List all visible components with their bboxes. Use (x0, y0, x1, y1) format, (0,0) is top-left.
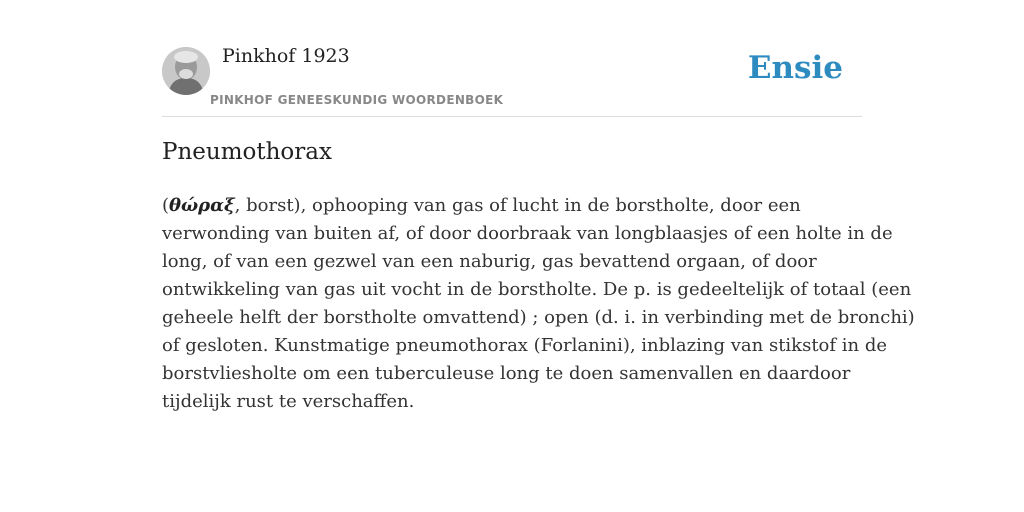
greek-term: θώραξ (169, 195, 235, 216)
definition-line: long, of van een gezwel van een naburig, gas bevattend orgaan, of door (162, 251, 817, 272)
entry-title: Pneumothorax (162, 139, 332, 165)
ensie-logo[interactable]: Ensie (747, 50, 843, 86)
definition-line: tijdelijk rust te verschaffen. (162, 391, 415, 412)
entry-definition (162, 192, 915, 416)
definition-line: borstvliesholte om een tuberculeuse long te doen samenvallen en daardoor (162, 363, 851, 384)
source-title[interactable]: Pinkhof 1923 (222, 45, 350, 67)
definition-line: ontwikkeling van gas uit vocht in de borstholte. De p. is gedeeltelijk of totaal (een (162, 279, 912, 300)
source-subtitle[interactable]: PINKHOF GENEESKUNDIG WOORDENBOEK (210, 93, 504, 107)
definition-line-text: , borst), ophooping van gas of lucht in de borstholte, door een (234, 195, 801, 216)
definition-line: verwonding van buiten af, of door doorbraak van longblaasjes of een holte in de (162, 223, 893, 244)
source-header (162, 0, 862, 117)
source-avatar[interactable] (162, 47, 210, 95)
definition-line: (θώραξ, borst), ophooping van gas of lucht in de borstholte, door een (162, 195, 801, 216)
portrait-avatar-icon (162, 47, 210, 95)
definition-line: of gesloten. Kunstmatige pneumothorax (Forlanini), inblazing van stikstof in de (162, 335, 888, 356)
definition-line: geheele helft der borstholte omvattend) ; open (d. i. in verbinding met de bronchi) (162, 307, 915, 328)
